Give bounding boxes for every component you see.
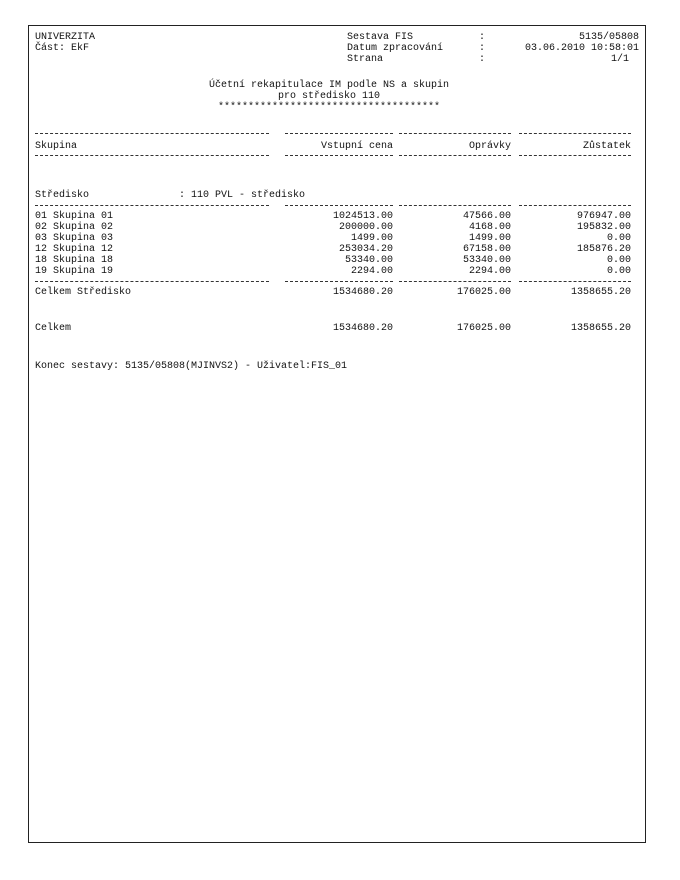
total-label: Celkem [35,323,72,334]
page-value: 1/1 [610,54,629,65]
row-group: 02 Skupina 02 [35,222,114,233]
row-entry-price: 1499.00 [350,233,393,244]
column-header-depreciation: Oprávky [468,141,511,152]
column-divider [35,155,269,156]
total-entry-price: 1534680.20 [332,323,393,334]
total-depreciation: 176025.00 [456,323,511,334]
row-entry-price: 200000.00 [338,222,393,233]
page-label: Strana [347,54,384,65]
part-name: Část: EkF [35,43,90,54]
report-end-line: Konec sestavy: 5135/05808(MJINVS2) - Uživatel:FIS_01 [35,361,348,372]
section-divider [399,205,511,206]
subtotal-entry-price: 1534680.20 [332,287,393,298]
subtotal-divider [399,281,511,282]
column-divider [519,155,631,156]
section-divider [35,205,269,206]
page-colon: : [479,54,486,65]
org-name: UNIVERZITA [35,32,96,43]
report-value: 5135/05808 [578,32,639,43]
row-group: 01 Skupina 01 [35,211,114,222]
row-depreciation: 1499.00 [468,233,511,244]
column-divider [285,133,393,134]
row-depreciation: 4168.00 [468,222,511,233]
date-value: 03.06.2010 10:58:01 [524,43,639,54]
report-label: Sestava FIS [347,32,414,43]
column-divider [399,155,511,156]
row-group: 19 Skupina 19 [35,266,114,277]
subtotal-label: Celkem Středisko [35,287,132,298]
column-header-group: Skupina [35,141,78,152]
row-balance: 0.00 [606,266,631,277]
report-subtitle: pro středisko 110 [277,91,381,102]
row-balance: 195832.00 [576,222,631,233]
subtotal-divider [285,281,393,282]
row-entry-price: 2294.00 [350,266,393,277]
row-entry-price: 1024513.00 [332,211,393,222]
column-divider [519,133,631,134]
subtotal-depreciation: 176025.00 [456,287,511,298]
column-header-entry-price: Vstupní cena [320,141,393,152]
row-balance: 185876.20 [576,244,631,255]
row-entry-price: 53340.00 [344,255,393,266]
row-group: 03 Skupina 03 [35,233,114,244]
subtotal-balance: 1358655.20 [570,287,631,298]
row-balance: 976947.00 [576,211,631,222]
section-divider [285,205,393,206]
title-stars: ************************************* [217,102,441,113]
report-page [28,25,646,843]
row-depreciation: 67158.00 [462,244,511,255]
center-label: Středisko [35,190,90,201]
subtotal-divider [519,281,631,282]
report-title: Účetní rekapitulace IM podle NS a skupin [208,80,450,91]
section-divider [519,205,631,206]
total-balance: 1358655.20 [570,323,631,334]
column-divider [35,133,269,134]
row-entry-price: 253034.20 [338,244,393,255]
row-balance: 0.00 [606,255,631,266]
column-header-balance: Zůstatek [582,141,631,152]
column-divider [399,133,511,134]
row-depreciation: 2294.00 [468,266,511,277]
report-colon: : [479,32,486,43]
center-value: : 110 PVL - středisko [179,190,306,201]
date-colon: : [479,43,486,54]
row-group: 12 Skupina 12 [35,244,114,255]
row-balance: 0.00 [606,233,631,244]
row-depreciation: 47566.00 [462,211,511,222]
date-label: Datum zpracování [347,43,444,54]
row-group: 18 Skupina 18 [35,255,114,266]
row-depreciation: 53340.00 [462,255,511,266]
column-divider [285,155,393,156]
subtotal-divider [35,281,269,282]
